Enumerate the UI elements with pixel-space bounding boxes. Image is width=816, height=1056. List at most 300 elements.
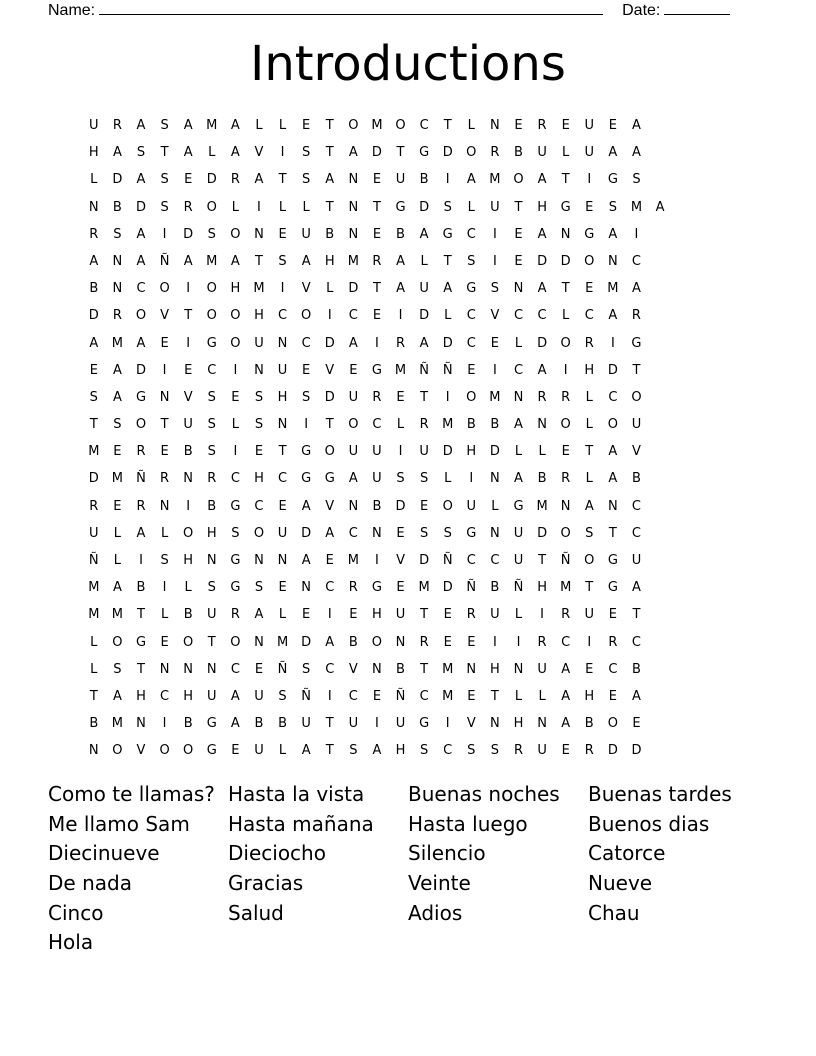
grid-letter[interactable]: U bbox=[584, 118, 595, 133]
grid-letter[interactable]: L bbox=[585, 417, 593, 433]
grid-letter[interactable]: H bbox=[136, 688, 146, 704]
grid-letter[interactable]: V bbox=[490, 308, 500, 324]
grid-letter[interactable]: D bbox=[537, 253, 548, 269]
grid-letter[interactable]: R bbox=[561, 471, 571, 487]
grid-letter[interactable]: A bbox=[230, 145, 240, 161]
grid-letter[interactable]: L bbox=[514, 444, 523, 460]
grid-letter[interactable]: N bbox=[159, 661, 170, 677]
grid-letter[interactable]: C bbox=[230, 661, 240, 677]
grid-letter[interactable]: L bbox=[538, 688, 546, 704]
grid-letter[interactable]: B bbox=[183, 607, 193, 623]
grid-letter[interactable]: A bbox=[230, 688, 240, 704]
grid-letter[interactable]: V bbox=[325, 498, 335, 514]
grid-letter[interactable]: E bbox=[278, 226, 287, 242]
grid-letter[interactable]: L bbox=[90, 172, 98, 188]
grid-letter[interactable]: M bbox=[347, 253, 359, 269]
grid-letter[interactable]: C bbox=[419, 688, 429, 704]
grid-letter[interactable]: A bbox=[632, 118, 641, 133]
grid-letter[interactable]: V bbox=[325, 362, 335, 378]
grid-letter[interactable]: I bbox=[516, 634, 521, 650]
grid-letter[interactable]: U bbox=[301, 226, 311, 242]
grid-letter[interactable]: O bbox=[466, 145, 477, 161]
grid-letter[interactable]: E bbox=[302, 362, 311, 378]
grid-letter[interactable]: I bbox=[162, 716, 167, 732]
grid-letter[interactable]: C bbox=[254, 498, 264, 514]
date-field[interactable] bbox=[664, 0, 730, 15]
grid-letter[interactable]: C bbox=[513, 362, 524, 378]
grid-letter[interactable]: B bbox=[490, 417, 500, 433]
grid-letter[interactable]: N bbox=[395, 634, 406, 650]
grid-letter[interactable]: T bbox=[160, 145, 169, 161]
grid-letter[interactable]: N bbox=[159, 389, 170, 405]
grid-letter[interactable]: I bbox=[563, 362, 568, 378]
grid-letter[interactable]: A bbox=[561, 688, 571, 704]
grid-letter[interactable]: T bbox=[632, 607, 641, 623]
grid-letter[interactable]: N bbox=[490, 471, 500, 487]
grid-letter[interactable]: N bbox=[560, 226, 571, 242]
grid-letter[interactable]: D bbox=[135, 199, 146, 215]
grid-letter[interactable]: B bbox=[514, 145, 523, 161]
grid-letter[interactable]: O bbox=[584, 253, 595, 269]
grid-letter[interactable]: N bbox=[254, 553, 264, 568]
grid-letter[interactable]: O bbox=[560, 335, 571, 351]
grid-letter[interactable]: S bbox=[160, 172, 169, 188]
grid-letter[interactable]: E bbox=[396, 525, 405, 541]
grid-letter[interactable]: T bbox=[137, 661, 145, 677]
grid-letter[interactable]: O bbox=[230, 226, 241, 242]
grid-letter[interactable]: G bbox=[607, 580, 618, 596]
grid-letter[interactable]: Ñ bbox=[442, 553, 453, 568]
grid-letter[interactable]: G bbox=[513, 498, 524, 514]
grid-letter[interactable]: R bbox=[160, 471, 170, 487]
grid-letter[interactable]: M bbox=[111, 335, 123, 351]
grid-letter[interactable]: N bbox=[348, 199, 359, 215]
name-field[interactable] bbox=[99, 0, 603, 15]
grid-letter[interactable]: S bbox=[490, 281, 500, 297]
grid-letter[interactable]: M bbox=[442, 661, 454, 677]
grid-letter[interactable]: H bbox=[277, 389, 288, 405]
grid-letter[interactable]: I bbox=[280, 145, 285, 161]
grid-letter[interactable]: H bbox=[584, 362, 595, 378]
grid-letter[interactable]: A bbox=[301, 743, 311, 759]
grid-letter[interactable]: D bbox=[537, 335, 548, 351]
grid-letter[interactable]: E bbox=[160, 444, 169, 460]
grid-letter[interactable]: A bbox=[608, 471, 618, 487]
grid-letter[interactable]: E bbox=[420, 498, 429, 514]
grid-letter[interactable]: G bbox=[419, 716, 430, 732]
grid-letter[interactable]: Ñ bbox=[136, 471, 146, 487]
grid-letter[interactable]: B bbox=[490, 580, 500, 596]
grid-letter[interactable]: V bbox=[301, 281, 311, 297]
grid-letter[interactable]: U bbox=[207, 688, 217, 704]
grid-letter[interactable]: S bbox=[231, 525, 240, 541]
grid-letter[interactable]: E bbox=[184, 362, 193, 378]
grid-letter[interactable]: D bbox=[301, 634, 312, 650]
grid-letter[interactable]: N bbox=[490, 525, 500, 541]
grid-letter[interactable]: U bbox=[277, 362, 288, 378]
grid-letter[interactable]: S bbox=[207, 580, 216, 596]
grid-letter[interactable]: A bbox=[112, 145, 122, 161]
grid-letter[interactable]: A bbox=[537, 362, 547, 378]
grid-letter[interactable]: C bbox=[561, 634, 571, 650]
grid-letter[interactable]: N bbox=[537, 417, 547, 433]
grid-letter[interactable]: D bbox=[631, 743, 642, 759]
grid-letter[interactable]: Ñ bbox=[88, 553, 99, 568]
grid-letter[interactable]: R bbox=[631, 308, 641, 324]
grid-letter[interactable]: C bbox=[466, 308, 476, 324]
grid-letter[interactable]: A bbox=[136, 226, 146, 242]
grid-letter[interactable]: A bbox=[608, 226, 618, 242]
grid-letter[interactable]: I bbox=[233, 362, 238, 378]
grid-letter[interactable]: L bbox=[278, 743, 287, 759]
grid-letter[interactable]: I bbox=[139, 553, 143, 568]
grid-letter[interactable]: G bbox=[206, 335, 217, 351]
grid-letter[interactable]: O bbox=[466, 389, 477, 405]
grid-letter[interactable]: U bbox=[348, 444, 359, 460]
grid-letter[interactable]: A bbox=[136, 118, 146, 133]
grid-letter[interactable]: E bbox=[184, 172, 193, 188]
grid-letter[interactable]: R bbox=[89, 226, 99, 242]
grid-letter[interactable]: L bbox=[444, 308, 452, 324]
grid-letter[interactable]: V bbox=[466, 716, 476, 732]
grid-letter[interactable]: D bbox=[88, 471, 99, 487]
grid-letter[interactable]: N bbox=[159, 498, 170, 514]
grid-letter[interactable]: A bbox=[112, 362, 122, 378]
grid-letter[interactable]: N bbox=[372, 661, 382, 677]
grid-letter[interactable]: M bbox=[206, 118, 218, 133]
grid-letter[interactable]: A bbox=[632, 145, 641, 161]
grid-letter[interactable]: L bbox=[113, 525, 122, 541]
grid-letter[interactable]: D bbox=[442, 580, 453, 596]
grid-letter[interactable]: S bbox=[254, 417, 264, 433]
grid-letter[interactable]: H bbox=[513, 716, 524, 732]
grid-letter[interactable]: O bbox=[348, 118, 359, 133]
grid-letter[interactable]: I bbox=[634, 226, 639, 242]
grid-letter[interactable]: A bbox=[419, 226, 429, 242]
grid-letter[interactable]: N bbox=[112, 281, 123, 297]
grid-letter[interactable]: I bbox=[587, 634, 592, 650]
grid-letter[interactable]: G bbox=[466, 281, 477, 297]
grid-letter[interactable]: R bbox=[561, 607, 571, 623]
grid-letter[interactable]: H bbox=[372, 607, 382, 623]
grid-letter[interactable]: B bbox=[254, 716, 264, 732]
grid-letter[interactable]: N bbox=[254, 226, 264, 242]
grid-letter[interactable]: A bbox=[301, 253, 311, 269]
grid-letter[interactable]: L bbox=[113, 553, 122, 568]
grid-letter[interactable]: B bbox=[348, 634, 358, 650]
grid-letter[interactable]: D bbox=[88, 308, 99, 324]
grid-letter[interactable]: M bbox=[630, 199, 643, 215]
grid-letter[interactable]: R bbox=[112, 118, 122, 133]
grid-letter[interactable]: M bbox=[371, 118, 383, 133]
grid-letter[interactable]: C bbox=[537, 308, 547, 324]
grid-letter[interactable]: T bbox=[420, 607, 429, 623]
grid-letter[interactable]: G bbox=[607, 172, 618, 188]
grid-letter[interactable]: D bbox=[112, 172, 123, 188]
grid-letter[interactable]: E bbox=[396, 580, 405, 596]
grid-letter[interactable]: R bbox=[372, 253, 382, 269]
grid-letter[interactable]: O bbox=[253, 525, 265, 541]
grid-letter[interactable]: A bbox=[301, 553, 311, 568]
grid-letter[interactable]: A bbox=[89, 335, 99, 351]
grid-letter[interactable]: A bbox=[254, 172, 264, 188]
grid-letter[interactable]: A bbox=[419, 335, 429, 351]
grid-letter[interactable]: O bbox=[206, 199, 217, 215]
grid-letter[interactable]: D bbox=[206, 172, 217, 188]
grid-letter[interactable]: E bbox=[608, 607, 617, 623]
grid-letter[interactable]: C bbox=[490, 553, 500, 568]
grid-letter[interactable]: S bbox=[113, 226, 122, 242]
grid-letter[interactable]: G bbox=[135, 634, 147, 650]
grid-letter[interactable]: S bbox=[278, 688, 287, 704]
grid-letter[interactable]: A bbox=[443, 281, 453, 297]
grid-letter[interactable]: N bbox=[254, 362, 264, 378]
grid-letter[interactable]: S bbox=[254, 389, 264, 405]
grid-letter[interactable]: T bbox=[514, 199, 523, 215]
grid-letter[interactable]: C bbox=[584, 308, 594, 324]
grid-letter[interactable]: I bbox=[610, 335, 615, 351]
grid-letter[interactable]: L bbox=[396, 417, 405, 433]
grid-letter[interactable]: H bbox=[324, 253, 335, 269]
grid-letter[interactable]: D bbox=[442, 335, 453, 351]
grid-letter[interactable]: I bbox=[162, 226, 167, 242]
grid-letter[interactable]: D bbox=[537, 525, 548, 541]
grid-letter[interactable]: A bbox=[655, 199, 665, 215]
grid-letter[interactable]: A bbox=[632, 688, 641, 704]
grid-letter[interactable]: I bbox=[375, 335, 379, 351]
grid-letter[interactable]: E bbox=[349, 607, 358, 623]
grid-letter[interactable]: R bbox=[537, 634, 547, 650]
grid-letter[interactable]: E bbox=[372, 688, 382, 704]
grid-letter[interactable]: D bbox=[442, 145, 453, 161]
grid-letter[interactable]: T bbox=[89, 688, 98, 704]
grid-letter[interactable]: A bbox=[608, 145, 618, 161]
grid-letter[interactable]: M bbox=[442, 417, 454, 433]
grid-letter[interactable]: E bbox=[608, 118, 617, 133]
grid-letter[interactable]: S bbox=[113, 417, 122, 433]
grid-letter[interactable]: T bbox=[443, 118, 452, 133]
grid-letter[interactable]: L bbox=[160, 525, 169, 541]
grid-letter[interactable]: I bbox=[186, 498, 191, 514]
grid-letter[interactable]: I bbox=[492, 226, 497, 242]
grid-letter[interactable]: O bbox=[324, 444, 335, 460]
grid-letter[interactable]: A bbox=[183, 253, 193, 269]
grid-letter[interactable]: M bbox=[253, 281, 265, 297]
grid-letter[interactable]: N bbox=[88, 199, 99, 215]
grid-letter[interactable]: I bbox=[398, 308, 403, 324]
grid-letter[interactable]: S bbox=[490, 743, 500, 759]
grid-letter[interactable]: I bbox=[304, 417, 309, 433]
grid-letter[interactable]: T bbox=[585, 580, 594, 596]
grid-letter[interactable]: E bbox=[561, 743, 570, 759]
grid-letter[interactable]: T bbox=[325, 145, 334, 161]
grid-letter[interactable]: U bbox=[277, 525, 288, 541]
grid-letter[interactable]: L bbox=[302, 199, 310, 215]
grid-letter[interactable]: N bbox=[466, 661, 477, 677]
grid-letter[interactable]: I bbox=[186, 335, 191, 351]
grid-letter[interactable]: U bbox=[631, 417, 642, 433]
grid-letter[interactable]: C bbox=[325, 661, 335, 677]
grid-letter[interactable]: E bbox=[278, 498, 287, 514]
grid-letter[interactable]: O bbox=[631, 389, 642, 405]
grid-letter[interactable]: U bbox=[631, 553, 642, 568]
grid-letter[interactable]: L bbox=[208, 145, 216, 161]
grid-letter[interactable]: C bbox=[466, 226, 476, 242]
grid-letter[interactable]: N bbox=[183, 471, 194, 487]
grid-letter[interactable]: R bbox=[490, 145, 500, 161]
grid-letter[interactable]: D bbox=[419, 553, 430, 568]
grid-letter[interactable]: N bbox=[513, 389, 524, 405]
grid-letter[interactable]: A bbox=[466, 172, 476, 188]
grid-letter[interactable]: C bbox=[466, 553, 476, 568]
grid-letter[interactable]: O bbox=[513, 172, 524, 188]
grid-letter[interactable]: G bbox=[442, 226, 453, 242]
grid-letter[interactable]: S bbox=[302, 661, 311, 677]
grid-letter[interactable]: O bbox=[348, 417, 359, 433]
grid-letter[interactable]: D bbox=[183, 226, 194, 242]
grid-letter[interactable]: O bbox=[607, 417, 618, 433]
grid-letter[interactable]: L bbox=[467, 199, 475, 215]
grid-letter[interactable]: N bbox=[348, 172, 359, 188]
grid-letter[interactable]: U bbox=[395, 716, 406, 732]
grid-letter[interactable]: E bbox=[490, 335, 499, 351]
grid-letter[interactable]: A bbox=[301, 498, 311, 514]
grid-letter[interactable]: B bbox=[207, 498, 217, 514]
grid-letter[interactable]: S bbox=[160, 553, 169, 568]
grid-letter[interactable]: U bbox=[89, 525, 99, 541]
grid-letter[interactable]: I bbox=[445, 716, 450, 732]
grid-letter[interactable]: S bbox=[467, 253, 476, 269]
grid-letter[interactable]: Ñ bbox=[301, 688, 311, 704]
grid-letter[interactable]: B bbox=[466, 417, 476, 433]
grid-letter[interactable]: E bbox=[302, 118, 311, 133]
grid-letter[interactable]: A bbox=[632, 281, 641, 297]
grid-letter[interactable]: E bbox=[632, 716, 641, 732]
grid-letter[interactable]: M bbox=[489, 172, 501, 188]
grid-letter[interactable]: L bbox=[90, 661, 98, 677]
grid-letter[interactable]: B bbox=[183, 716, 193, 732]
grid-letter[interactable]: R bbox=[112, 308, 122, 324]
grid-letter[interactable]: T bbox=[254, 253, 263, 269]
grid-letter[interactable]: S bbox=[160, 118, 169, 133]
grid-letter[interactable]: N bbox=[88, 743, 99, 759]
grid-letter[interactable]: E bbox=[254, 661, 264, 677]
grid-letter[interactable]: A bbox=[325, 172, 335, 188]
grid-letter[interactable]: C bbox=[631, 498, 641, 514]
grid-letter[interactable]: A bbox=[136, 253, 146, 269]
grid-letter[interactable]: U bbox=[372, 471, 382, 487]
grid-letter[interactable]: N bbox=[206, 553, 217, 568]
grid-letter[interactable]: N bbox=[513, 661, 524, 677]
grid-letter[interactable]: C bbox=[372, 417, 382, 433]
grid-letter[interactable]: C bbox=[136, 281, 146, 297]
grid-letter[interactable]: C bbox=[348, 688, 358, 704]
grid-letter[interactable]: T bbox=[325, 743, 334, 759]
grid-letter[interactable]: C bbox=[631, 634, 641, 650]
grid-letter[interactable]: H bbox=[584, 688, 595, 704]
grid-letter[interactable]: R bbox=[466, 607, 476, 623]
grid-letter[interactable]: R bbox=[513, 743, 523, 759]
grid-letter[interactable]: N bbox=[136, 716, 146, 732]
grid-letter[interactable]: N bbox=[348, 226, 359, 242]
grid-letter[interactable]: D bbox=[419, 308, 430, 324]
grid-letter[interactable]: I bbox=[469, 471, 474, 487]
grid-letter[interactable]: O bbox=[560, 525, 571, 541]
grid-letter[interactable]: M bbox=[88, 607, 100, 623]
grid-letter[interactable]: S bbox=[302, 145, 311, 161]
grid-letter[interactable]: C bbox=[513, 308, 524, 324]
grid-letter[interactable]: I bbox=[162, 362, 167, 378]
grid-letter[interactable]: A bbox=[183, 145, 193, 161]
grid-letter[interactable]: B bbox=[537, 471, 547, 487]
grid-letter[interactable]: T bbox=[561, 281, 570, 297]
grid-letter[interactable]: D bbox=[607, 362, 618, 378]
grid-letter[interactable]: I bbox=[257, 199, 261, 215]
grid-letter[interactable]: O bbox=[183, 634, 194, 650]
grid-letter[interactable]: S bbox=[419, 471, 429, 487]
grid-letter[interactable]: T bbox=[632, 362, 641, 378]
grid-letter[interactable]: A bbox=[348, 145, 358, 161]
grid-letter[interactable]: H bbox=[206, 525, 217, 541]
grid-letter[interactable]: C bbox=[608, 389, 618, 405]
grid-letter[interactable]: A bbox=[325, 634, 335, 650]
grid-letter[interactable]: S bbox=[467, 743, 476, 759]
grid-letter[interactable]: B bbox=[372, 498, 382, 514]
grid-letter[interactable]: B bbox=[631, 471, 641, 487]
grid-letter[interactable]: I bbox=[445, 389, 450, 405]
grid-letter[interactable]: E bbox=[467, 634, 476, 650]
grid-letter[interactable]: O bbox=[112, 743, 123, 759]
grid-letter[interactable]: E bbox=[349, 362, 358, 378]
grid-letter[interactable]: L bbox=[90, 634, 98, 650]
grid-letter[interactable]: G bbox=[607, 553, 618, 568]
grid-letter[interactable]: T bbox=[396, 145, 405, 161]
grid-letter[interactable]: B bbox=[631, 661, 641, 677]
grid-letter[interactable]: U bbox=[301, 716, 311, 732]
grid-letter[interactable]: S bbox=[349, 743, 358, 759]
grid-letter[interactable]: U bbox=[207, 607, 217, 623]
grid-letter[interactable]: T bbox=[585, 444, 594, 460]
grid-letter[interactable]: M bbox=[88, 580, 100, 596]
grid-letter[interactable]: I bbox=[375, 553, 379, 568]
grid-letter[interactable]: T bbox=[372, 199, 381, 215]
grid-letter[interactable]: S bbox=[207, 389, 216, 405]
grid-letter[interactable]: M bbox=[442, 688, 454, 704]
grid-letter[interactable]: B bbox=[112, 199, 122, 215]
grid-letter[interactable]: T bbox=[160, 417, 169, 433]
grid-letter[interactable]: A bbox=[136, 525, 146, 541]
grid-letter[interactable]: N bbox=[254, 634, 264, 650]
grid-letter[interactable]: B bbox=[325, 226, 335, 242]
grid-letter[interactable]: V bbox=[254, 145, 264, 161]
grid-letter[interactable]: M bbox=[536, 498, 548, 514]
grid-letter[interactable]: H bbox=[466, 444, 477, 460]
grid-letter[interactable]: R bbox=[537, 118, 547, 133]
grid-letter[interactable]: I bbox=[492, 253, 497, 269]
grid-letter[interactable]: R bbox=[136, 498, 146, 514]
grid-letter[interactable]: M bbox=[347, 553, 359, 568]
grid-letter[interactable]: U bbox=[419, 281, 429, 297]
grid-letter[interactable]: G bbox=[206, 743, 217, 759]
grid-letter[interactable]: B bbox=[419, 172, 429, 188]
grid-letter[interactable]: A bbox=[608, 444, 618, 460]
grid-letter[interactable]: N bbox=[607, 498, 618, 514]
grid-letter[interactable]: A bbox=[136, 335, 146, 351]
grid-letter[interactable]: N bbox=[490, 716, 500, 732]
grid-letter[interactable]: B bbox=[89, 716, 99, 732]
grid-letter[interactable]: M bbox=[111, 607, 123, 623]
grid-letter[interactable]: G bbox=[371, 580, 382, 596]
